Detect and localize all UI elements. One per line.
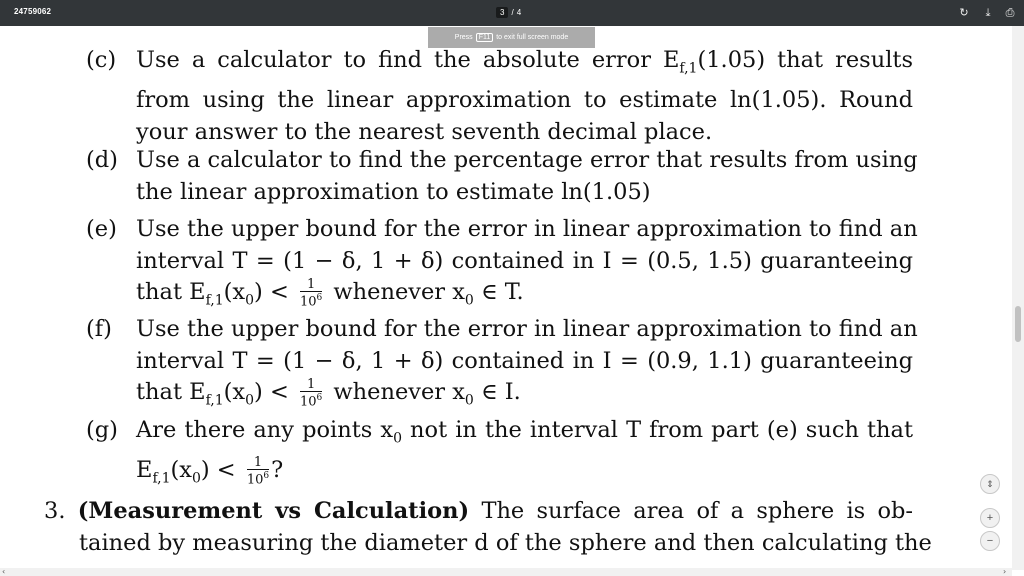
problem-g-sub: f,1 <box>152 470 171 487</box>
problem-e-text <box>136 214 918 317</box>
problem-g-frac-den: 10 <box>246 472 264 488</box>
problem-g-text <box>136 415 913 495</box>
problem-e-line-3 <box>136 277 913 317</box>
problem-e-x: (x <box>223 279 246 305</box>
problem-g-lt: ) < <box>200 457 236 483</box>
problem-e-line-1: Use the upper bound for the error in linear approximation to find an <box>136 216 918 242</box>
problem-g-frac-num: 1 <box>247 456 269 470</box>
problem-f-sub0: 0 <box>245 392 255 409</box>
problem-d-text <box>136 145 918 208</box>
problem-g-frac-exp: 6 <box>263 470 270 481</box>
problem-f-text <box>136 314 918 417</box>
problem-3-line-2: tained by measuring the diameter d of the sphere and then calculating the <box>79 529 932 556</box>
problem-e-sub: f,1 <box>205 292 224 309</box>
fullscreen-hint-key: F11 <box>476 33 494 42</box>
zoom-in-button[interactable]: + <box>980 508 1000 528</box>
problem-f-line-3 <box>136 377 913 417</box>
problem-d-line-2: the linear approximation to estimate ln(1.05) <box>136 178 651 205</box>
problem-c-line-2: from using the linear approximation to estimate ln(1.05). Round <box>136 87 913 113</box>
problem-f-sub0-b: 0 <box>464 392 474 409</box>
problem-f-lt: ) < <box>254 379 289 405</box>
page-indicator <box>496 7 521 18</box>
problem-c-line-3: your answer to the nearest seventh decimal place. <box>136 118 713 145</box>
problem-e-label: (e) <box>86 216 117 242</box>
problem-e-that: that E <box>136 279 206 305</box>
fit-page-icon[interactable]: ⇕ <box>980 474 1000 494</box>
problem-g-line-1-a: Are there any points x <box>136 417 394 443</box>
page-separator: / <box>511 8 514 17</box>
problem-3-line-1 <box>44 496 913 528</box>
problem-e-fraction <box>300 278 322 308</box>
viewer-toolbar <box>0 0 1024 26</box>
problem-3-line-1-text: The surface area of a sphere is ob- <box>481 498 914 524</box>
problem-e-lt: ) < <box>254 279 289 305</box>
problem-g-line-1 <box>136 415 913 455</box>
problem-c-line-1 <box>136 45 913 85</box>
problem-e-whenever: whenever x <box>326 279 465 305</box>
problem-c-line-1-b: (1.05) that results <box>697 47 914 73</box>
problem-c-line-1-a: Use a calculator to find the absolute error E <box>136 47 680 73</box>
vertical-scrollbar[interactable] <box>1012 26 1024 570</box>
current-page-input[interactable]: 3 <box>496 7 508 18</box>
fullscreen-hint-prefix: Press <box>454 34 473 41</box>
problem-f-in-i: ∈ I. <box>473 379 521 405</box>
problem-f-whenever: whenever x <box>326 379 465 405</box>
problem-g-label: (g) <box>86 417 118 443</box>
problem-g-x: (x <box>170 457 192 483</box>
problem-f-frac-den: 10 <box>299 394 317 410</box>
problem-g-question-mark: ? <box>271 457 284 483</box>
problem-f-x: (x <box>223 379 246 405</box>
problem-f-sub: f,1 <box>205 392 224 409</box>
zoom-out-button[interactable]: − <box>980 531 1000 551</box>
problem-3-heading: (Measurement vs Calculation) <box>77 498 470 524</box>
document-title: 24759062 <box>14 7 52 16</box>
problem-f-fraction <box>300 378 322 408</box>
problem-e-sub0-b: 0 <box>464 292 474 309</box>
problem-e-line-2: interval T = (1 − δ, 1 + δ) contained in I = (0.5, 1.5) guaranteeing <box>136 247 913 274</box>
vertical-scroll-thumb[interactable] <box>1015 306 1021 342</box>
rotate-icon[interactable]: ↻ <box>959 7 969 19</box>
problem-g-line-1-b: not in the interval T from part (e) such that <box>401 417 913 443</box>
problem-f-frac-exp: 6 <box>316 392 323 403</box>
problem-3 <box>44 496 932 559</box>
fullscreen-hint-suffix: to exit full screen mode <box>496 34 569 41</box>
total-pages: 4 <box>516 8 522 17</box>
problem-c-text <box>136 45 913 148</box>
problem-f-label: (f) <box>86 316 112 342</box>
problem-g-line-1-sub: 0 <box>393 430 402 447</box>
download-icon[interactable]: ⤓ <box>985 7 991 19</box>
problem-f-line-1: Use the upper bound for the error in linear approximation to find an <box>136 316 918 342</box>
problem-g-e: E <box>136 457 153 483</box>
problem-e-frac-den: 10 <box>299 294 317 310</box>
scroll-right-arrow-icon[interactable]: › <box>1003 567 1007 576</box>
problem-c-line-1-sub: f,1 <box>679 60 698 77</box>
problem-e-in-t: ∈ T. <box>473 279 524 305</box>
problem-e-sub0: 0 <box>245 292 255 309</box>
problem-f-that: that E <box>136 379 206 405</box>
problem-f-line-2: interval T = (1 − δ, 1 + δ) contained in I = (0.9, 1.1) guaranteeing <box>136 347 913 374</box>
horizontal-scrollbar[interactable] <box>0 568 1012 576</box>
document-page <box>0 26 1012 570</box>
problem-g-line-2 <box>136 455 913 495</box>
problem-3-number: 3. <box>44 498 66 524</box>
problem-e-frac-num: 1 <box>300 278 322 292</box>
problem-d-line-1: Use a calculator to find the percentage error that results from using <box>136 147 918 173</box>
problem-g-sub0: 0 <box>191 470 201 487</box>
problem-d-label: (d) <box>86 147 118 173</box>
print-icon[interactable]: ⎙ <box>1005 7 1015 19</box>
problem-g-fraction <box>247 456 269 486</box>
scroll-left-arrow-icon[interactable]: ‹ <box>2 567 6 576</box>
problem-c-label: (c) <box>86 47 117 73</box>
problem-e-frac-exp: 6 <box>316 292 323 303</box>
problem-f-frac-num: 1 <box>300 378 322 392</box>
